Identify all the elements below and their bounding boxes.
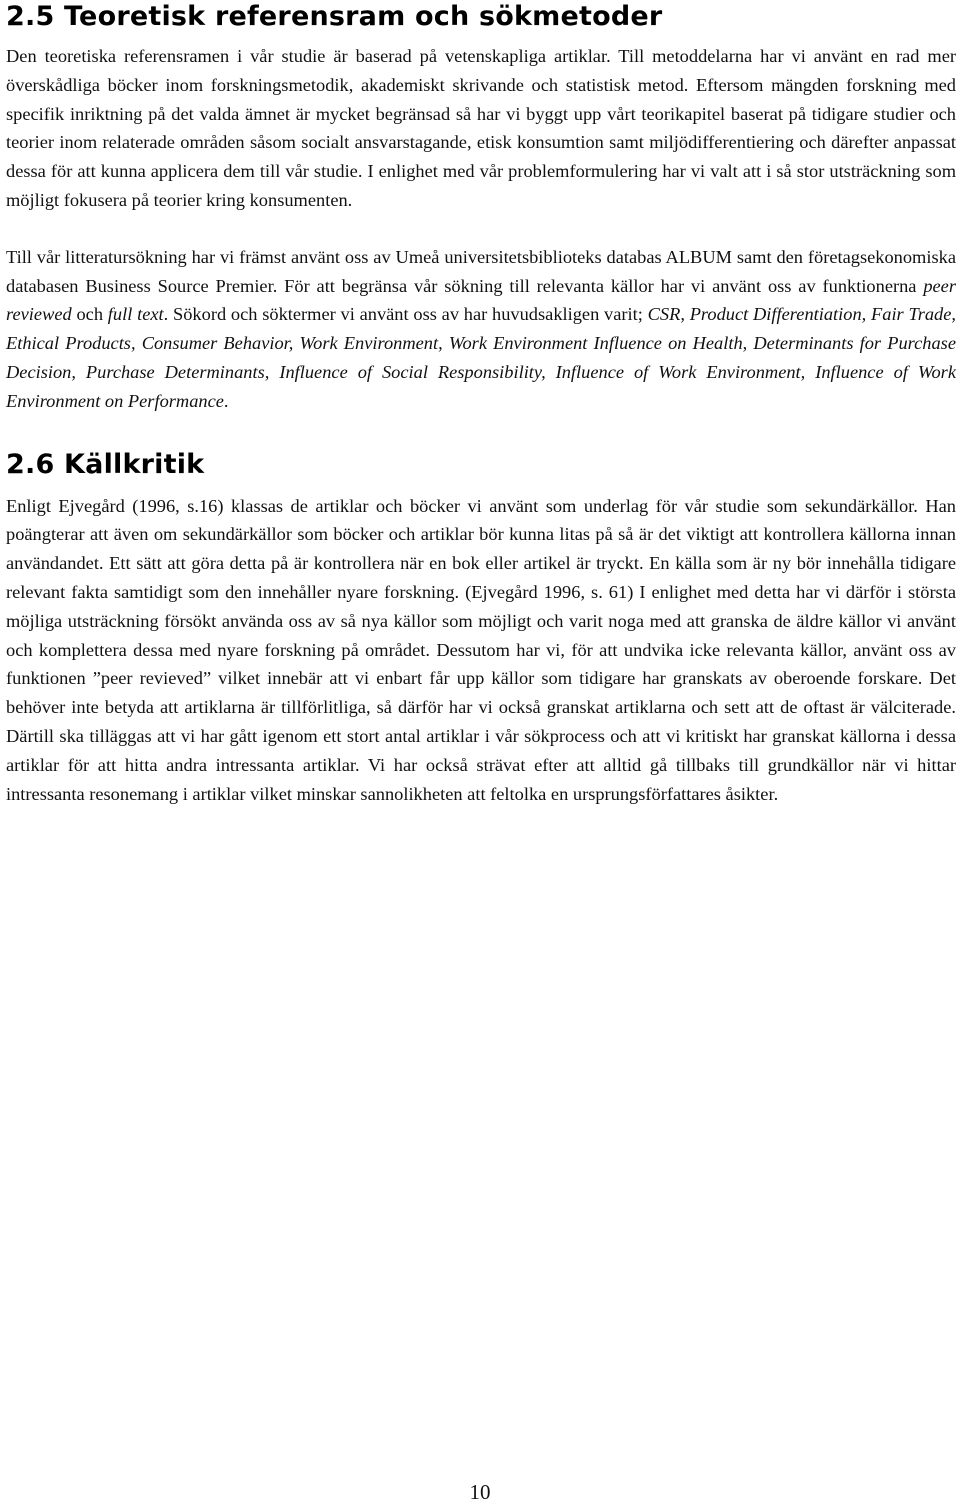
paragraph-2-text-b: och xyxy=(71,304,108,325)
paragraph-2-text-c: . Sökord och söktermer vi använt oss av har huvudsakligen varit; xyxy=(163,304,648,325)
section-2-5-paragraph-2 xyxy=(6,243,956,416)
section-2-6-paragraph-1: Enligt Ejvegård (1996, s.16) klassas de artiklar och böcker vi använt som underlag för vår studie som sekundärkällor. Han poängterar att även om sekundärkällor som böcker och artiklar bör kunna litas på så är det viktigt att kontrollera källorna innan användandet. Ett sätt att göra detta på är kontrollera när en bok eller artikel är tryckt. En källa som är ny bör innehålla tidigare relevant fakta samtidigt som den innehåller nyare forskning. (Ejvegård 1996, s. 61) I enlighet med detta har vi därför i största möjliga utsträckning försökt använda oss av så nya källor som möjligt och varit noga med att granska de äldre källor vi använt och komplettera dessa med nyare forskning på området. Dessutom har vi, för att undvika icke relevanta källor, använt oss av funktionen ”peer revieved” vilket innebär att vi enbart får upp källor som tidigare har granskats av oberoende forskare. Det behöver inte betyda att artiklarna är tillförlitliga, så därför har vi också granskat artiklarna och sett att de oftast är välciterade. Därtill ska tilläggas att vi har gått igenom ett stort antal artiklar i vår sökprocess och att vi kritiskt har granskat källorna i dessa artiklar för att hitta andra intressanta artiklar. Vi har också strävat efter att alltid gå tillbaks till grundkällor när vi hittar intressanta resonemang i artiklar vilket minskar sannolikheten att feltolka en ursprungsförfattares åsikter. xyxy=(6,495,956,804)
section-2-5-paragraph-1: Den teoretiska referensramen i vår studie är baserad på vetenskapliga artiklar. Till metoddelarna har vi använt en rad mer överskådliga böcker inom forskningsmetodik, akademiskt skrivande och statistisk metod. Eftersom mängden forskning med specifik inriktning på det valda ämnet är mycket begränsad så har vi byggt upp vårt teorikapitel baserat på tidigare studier och teorier inom relaterade områden såsom socialt ansvarstagande, etisk konsumtion samt miljödifferentiering och därefter anpassat dessa för att kunna applicera dem till vår studie. I enlighet med vår problemformulering har vi valt att i så stor utsträckning som möjligt fokusera på teorier kring konsumenten. xyxy=(6,46,956,210)
search-terms-list: CSR, Product Differentiation, Fair Trade, Ethical Products, Consumer Behavior, Work Environment, Work Environment Influence on Health, Determinants for Purchase Decision, Purchase Determinants, Influence of Social Responsibility, Influence of Work Environment, Influence of Work Environment on Performance xyxy=(6,304,957,411)
page-number: 10 xyxy=(469,1480,491,1504)
peer-reviewed-term: peer reviewed xyxy=(6,275,956,325)
paragraph-2-text-a: Till vår litteratursökning har vi främst använt oss av Umeå universitetsbiblioteks databas ALBUM samt den företagsekonomiska databasen Business Source Premier. För att begränsa vår sökning till relevanta källor har vi använt oss av funktionerna xyxy=(6,246,956,296)
section-heading-2-5: 2.5 Teoretisk referensram och sökmetoder xyxy=(6,1,663,32)
paragraph-2-text-d: . xyxy=(223,390,229,411)
section-heading-2-6: 2.6 Källkritik xyxy=(6,448,205,480)
full-text-term: full text xyxy=(107,304,164,325)
page-content xyxy=(6,0,956,808)
